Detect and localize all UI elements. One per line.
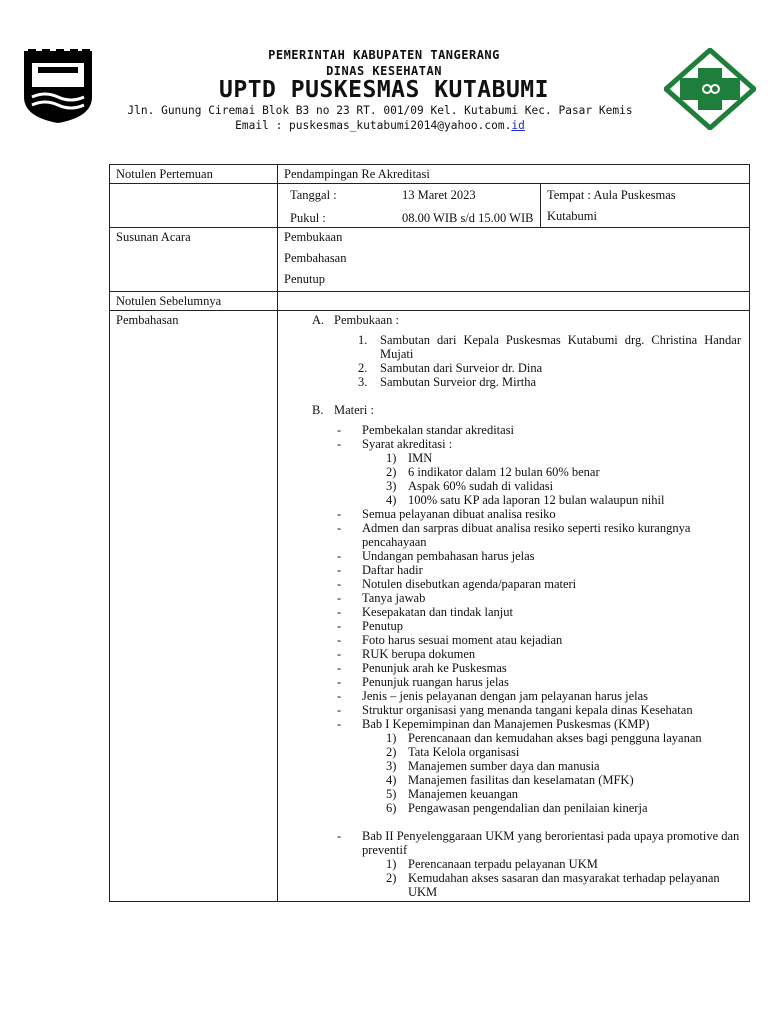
list-item: 2. Sambutan dari Surveior dr. Dina xyxy=(358,361,543,375)
notulen-pertemuan-value: Pendampingan Re Akreditasi xyxy=(278,165,750,184)
letterhead xyxy=(0,0,768,150)
list-item: - Undangan pembahasan harus jelas xyxy=(337,549,535,563)
list-item: 3) Manajemen sumber daya dan manusia xyxy=(386,759,600,773)
email-text: Email : puskesmas_kutabumi2014@yahoo.com. xyxy=(235,119,512,132)
list-marker: B. xyxy=(312,403,324,417)
pembahasan-cell xyxy=(278,311,750,902)
notulen-sebelumnya-label: Notulen Sebelumnya xyxy=(110,292,278,311)
department-name: DINAS KESEHATAN xyxy=(326,64,442,78)
pukul-label: Pukul : xyxy=(290,211,326,225)
list-marker: A. xyxy=(312,313,325,327)
section-b-title: Materi : xyxy=(334,403,374,417)
schedule-table xyxy=(284,184,749,227)
list-item: - Penunjuk arah ke Puskesmas xyxy=(337,661,507,675)
list-item: 1) Perencanaan terpadu pelayanan UKM xyxy=(386,857,598,871)
list-item: 1. Sambutan dari Kepala Puskesmas Kutabumi drg. Christina Handar Mujati xyxy=(358,333,741,361)
pembukaan-list xyxy=(284,333,741,389)
tanggal-label: Tanggal : xyxy=(290,188,337,202)
tanggal-value: 13 Maret 2023 xyxy=(402,188,476,202)
notulen-table xyxy=(109,164,750,902)
table-row xyxy=(110,311,750,902)
tempat-line2: Kutabumi xyxy=(547,209,597,223)
section-b xyxy=(284,403,741,417)
government-name: PEMERINTAH KABUPATEN TANGERANG xyxy=(268,48,500,62)
list-item: - Struktur organisasi yang menanda tangani kepala dinas Kesehatan xyxy=(337,703,693,717)
list-item: - Penunjuk ruangan harus jelas xyxy=(337,675,509,689)
susunan-acara-cell xyxy=(278,228,750,292)
list-item: - Admen dan sarpras dibuat analisa resiko seperti resiko kurangnya pencahayaan xyxy=(337,521,691,549)
list-item: - Bab I Kepemimpinan dan Manajemen Puskesmas (KMP) 1) Perencanaan dan kemudahan akses bagi pengguna layanan 2) Tata Kelola organisasi 3) Manajemen sumber daya dan manusia 4) Manajemen fasilitas dan keselamatan (MFK) 5) Manajemen keuangan 6) Pengawasan pengendalian dan penilaian kinerja xyxy=(284,717,741,815)
syarat-list xyxy=(362,451,741,507)
list-item: 3. Sambutan Surveior drg. Mirtha xyxy=(358,375,536,389)
list-item: 6) Pengawasan pengendalian dan penilaian kinerja xyxy=(386,801,648,815)
list-item: - Bab II Penyelenggaraan UKM yang berorientasi pada upaya promotive dan preventif 1) Perencanaan terpadu pelayanan UKM 2) Kemudahan akses sasaran dan masyarakat terhadap pelayanan UKM xyxy=(337,829,740,899)
list-item: - Penutup xyxy=(337,619,403,633)
table-row xyxy=(110,228,750,292)
list-item: - Foto harus sesuai moment atau kejadian xyxy=(337,633,563,647)
list-item: 1) Perencanaan dan kemudahan akses bagi pengguna layanan xyxy=(386,731,702,745)
tempat-line1: Tempat : Aula Puskesmas xyxy=(547,188,676,202)
section-list xyxy=(284,403,741,417)
list-item: - Daftar hadir xyxy=(337,563,423,577)
list-item: - Syarat akreditasi : 1) IMN 2) 6 indikator dalam 12 bulan 60% benar 3) Aspak 60% sudah di validasi 4) 100% satu KP ada laporan 12 bulan walaupun nihil xyxy=(284,437,741,507)
agenda-item: Pembukaan xyxy=(284,230,343,244)
tempat-cell xyxy=(541,184,750,227)
puskesmas-logo-icon xyxy=(664,48,756,130)
bab1-list xyxy=(362,731,741,815)
section-list xyxy=(284,313,741,327)
table-row xyxy=(110,292,750,311)
list-item: 3) Aspak 60% sudah di validasi xyxy=(386,479,554,493)
susunan-acara-label: Susunan Acara xyxy=(110,228,278,292)
list-item: 2) Kemudahan akses sasaran dan masyarakat terhadap pelayanan UKM xyxy=(386,871,720,899)
agenda-item: Pembahasan xyxy=(284,251,347,265)
schedule-cell xyxy=(278,184,750,228)
empty-cell xyxy=(110,184,278,228)
list-item: - Semua pelayanan dibuat analisa resiko xyxy=(337,507,556,521)
section-a-title: Pembukaan : xyxy=(334,313,399,327)
notulen-pertemuan-label: Notulen Pertemuan xyxy=(110,165,278,184)
list-item: - Tanya jawab xyxy=(337,591,426,605)
list-item: - Pembekalan standar akreditasi xyxy=(337,423,515,437)
list-item: 5) Manajemen keuangan xyxy=(386,787,519,801)
bab2-list xyxy=(362,857,741,899)
list-item: - Notulen disebutkan agenda/paparan materi xyxy=(337,577,577,591)
list-item: 2) Tata Kelola organisasi xyxy=(386,745,520,759)
materi-list xyxy=(284,423,741,899)
list-item: 4) Manajemen fasilitas dan keselamatan (MFK) xyxy=(386,773,634,787)
list-item: - RUK berupa dokumen xyxy=(337,647,476,661)
pembahasan-label: Pembahasan xyxy=(110,311,278,902)
table-row xyxy=(110,184,750,228)
email-link[interactable]: id xyxy=(511,119,525,132)
list-item: - Kesepakatan dan tindak lanjut xyxy=(337,605,513,619)
list-item: 4) 100% satu KP ada laporan 12 bulan walaupun nihil xyxy=(386,493,665,507)
list-item: 1) IMN xyxy=(386,451,433,465)
list-item: 2) 6 indikator dalam 12 bulan 60% benar xyxy=(386,465,600,479)
section-a xyxy=(284,313,741,327)
notulen-sebelumnya-value xyxy=(278,292,750,311)
pukul-value: 08.00 WIB s/d 15.00 WIB xyxy=(402,211,534,225)
list-item: - Jenis – jenis pelayanan dengan jam pelayanan harus jelas xyxy=(337,689,649,703)
institution-name: UPTD PUSKESMAS KUTABUMI xyxy=(219,77,549,103)
address: Jln. Gunung Ciremai Blok B3 no 23 RT. 001/09 Kel. Kutabumi Kec. Pasar Kemis xyxy=(127,104,633,117)
table-row xyxy=(110,165,750,184)
agenda-item: Penutup xyxy=(284,272,325,286)
email-line xyxy=(100,119,660,132)
